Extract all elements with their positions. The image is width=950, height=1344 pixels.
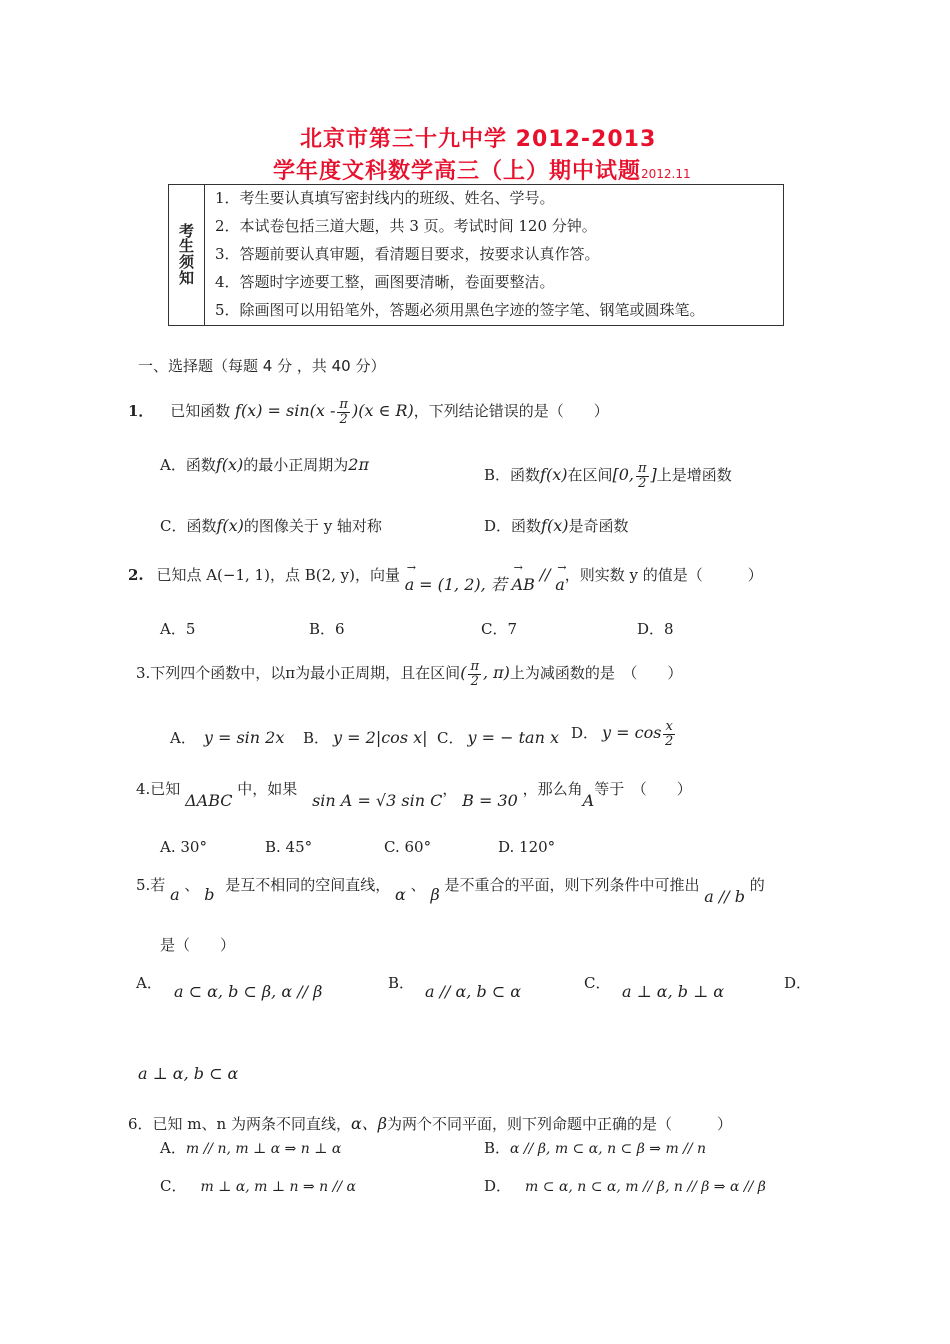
- notice-item: 4．答题时字迹要工整，画图要清晰，卷面要整洁。: [215, 273, 555, 291]
- frac-numerator: π: [470, 659, 479, 674]
- option-label: D．: [571, 724, 599, 743]
- q6-planes: α、β: [350, 1114, 388, 1133]
- option-math: α // β, m ⊂ α, n ⊂ β ⇒ m // n: [510, 1141, 707, 1157]
- option-label: C．函数: [160, 517, 217, 535]
- q4-angle: A: [582, 791, 595, 810]
- q4-option: C. 60°: [384, 838, 432, 856]
- q5-option-math: a ⊂ α, b ⊂ β, α // β: [174, 982, 323, 1001]
- option-math: y = 2|cos x|: [333, 728, 428, 747]
- option-math: y = cos: [602, 723, 662, 743]
- q4-text-b: 中，如果: [237, 780, 298, 798]
- option-math: m // n, m ⊥ α ⇒ n ⊥ α: [185, 1141, 342, 1157]
- q1-formula-a: f(x) = sin(x -: [235, 401, 336, 421]
- q5-sep: 、: [410, 876, 426, 894]
- option-label: A．: [170, 729, 196, 747]
- q3-option-a: [170, 727, 284, 748]
- q5-line-a: a: [170, 885, 180, 904]
- q5-text-d: 的: [749, 876, 765, 894]
- parallel-symbol: //: [539, 565, 551, 584]
- q3-text-a: 3.下列四个函数中，以π为最小正周期，且在区间: [136, 664, 461, 683]
- option-label: A．: [160, 1139, 186, 1157]
- q4-text-d: 等于 （ ）: [594, 780, 692, 798]
- question-number: 1．: [128, 402, 154, 421]
- option-label: D．: [484, 1177, 512, 1195]
- q2-option: D．8: [637, 620, 674, 638]
- question-3-stem: [136, 660, 682, 688]
- q4-eq2: B = 30: [462, 791, 518, 810]
- q5-option-label: A．: [136, 974, 162, 992]
- q1-option-d: [484, 515, 628, 536]
- q5-option-label: D．: [784, 974, 812, 992]
- option-math: y = − tan x: [467, 728, 559, 747]
- q5-option-label: C．: [584, 974, 611, 992]
- q6-option-b: [484, 1137, 706, 1158]
- option-math: f(x): [215, 455, 244, 474]
- q4-option: A. 30°: [160, 838, 207, 856]
- q1-formula-b: )(x ∈ R): [351, 401, 414, 421]
- q5-alpha: α: [395, 885, 406, 904]
- q4-option: D. 120°: [498, 838, 556, 856]
- option-math: f(x): [541, 516, 569, 535]
- q1-text-b: ，下列结论错误的是（ ）: [413, 402, 609, 421]
- notice-item: 5．除画图可以用铅笔外，答题必须用黑色字迹的签字笔、钢笔或圆珠笔。: [215, 301, 705, 319]
- q4-text-c: ，那么角: [522, 780, 583, 798]
- question-1-stem: [128, 398, 609, 426]
- frac-denominator: 2: [664, 733, 674, 749]
- q4-text-a: 4.已知: [136, 780, 181, 798]
- vector-ab: → AB: [512, 575, 535, 594]
- q4-comma: ，: [442, 780, 458, 798]
- q3-math: (: [460, 663, 467, 683]
- q2-text-b: ，则实数 y 的值是（ ）: [564, 566, 763, 584]
- notice-box: [168, 184, 784, 326]
- q6-option-a: [160, 1137, 341, 1158]
- q5-option-math: a ⊥ α, b ⊥ α: [622, 982, 724, 1001]
- notice-item: 2．本试卷包括三道大题，共 3 页。考试时间 120 分钟。: [215, 217, 597, 235]
- option-text: 是奇函数: [568, 517, 629, 535]
- q3-option-b: [303, 727, 428, 748]
- frac-numerator: π: [638, 461, 647, 476]
- option-math: f(x): [216, 516, 244, 535]
- notice-side-label: [169, 185, 205, 325]
- q5-text-b: 是互不相同的空间直线，: [225, 876, 391, 894]
- notice-side-char: 须: [178, 253, 194, 271]
- option-math: m ⊂ α, n ⊂ α, m // β, n // β ⇒ α // β: [525, 1179, 766, 1195]
- title-date: 2012.11: [641, 167, 691, 181]
- option-text: 在区间: [567, 466, 613, 485]
- q5-option-math: a ⊥ α, b ⊂ α: [138, 1064, 239, 1083]
- q3-option-d: [571, 720, 677, 748]
- title-text-1: 北京市第三十九中学 2012-2013: [300, 127, 657, 152]
- q3-text-b: 上为减函数的是 （ ）: [509, 664, 683, 683]
- q5-cond: a // b: [704, 887, 745, 906]
- question-number: 2.: [128, 566, 144, 584]
- q1-option-c: [160, 515, 382, 536]
- frac-denominator: 2: [470, 673, 479, 689]
- page-title-line1: [300, 122, 656, 153]
- q2-option: B．6: [309, 620, 345, 638]
- q6-option-c: [160, 1175, 356, 1196]
- q2-formula: = (1, 2), 若: [419, 575, 507, 594]
- option-text: 的最小正周期为: [243, 456, 349, 474]
- option-label: A．函数: [160, 456, 216, 474]
- option-math: f(x): [540, 465, 568, 485]
- option-math: ]: [650, 465, 657, 485]
- q2-option: C．7: [481, 620, 518, 638]
- notice-side-char: 生: [178, 237, 194, 256]
- page-title-line2: [273, 154, 691, 185]
- option-label: B．函数: [484, 466, 541, 485]
- q6-option-d: [484, 1175, 766, 1196]
- q6-text-a: 6．已知 m、n 为两条不同直线，: [128, 1115, 351, 1133]
- question-5-stem: [136, 874, 765, 906]
- notice-side-char: 考: [178, 221, 194, 240]
- frac-denominator: 2: [339, 411, 348, 427]
- question-4-stem: [136, 778, 692, 810]
- option-math: [0,: [612, 465, 634, 485]
- vector-a: → a: [555, 575, 565, 594]
- frac-numerator: x: [665, 719, 673, 734]
- question-2-stem: [128, 562, 763, 594]
- notice-item: 1．考生要认真填写密封线内的班级、姓名、学号。: [215, 189, 555, 207]
- option-label: B．: [303, 729, 330, 747]
- q2-option: A．5: [160, 620, 196, 638]
- q3-fraction: [468, 660, 481, 688]
- q4-option: B. 45°: [265, 838, 313, 856]
- option-label: C．: [437, 729, 464, 747]
- option-label: C．: [160, 1177, 187, 1195]
- option-label: D．函数: [484, 517, 542, 535]
- title-text-2: 学年度文科数学高三（上）期中试题: [273, 159, 642, 184]
- option-fraction: [663, 720, 674, 748]
- q1-option-b: [484, 462, 732, 490]
- option-math: 2π: [348, 455, 369, 474]
- q5-text-c: 是不重合的平面，则下列条件中可推出: [444, 876, 700, 894]
- q5-option-label: B．: [388, 974, 415, 992]
- option-text: 上是增函数: [656, 466, 732, 485]
- q4-eq1: sin A = √3 sin C: [312, 791, 443, 810]
- q2-text-a: 已知点 A(−1, 1)，点 B(2, y)，向量: [156, 566, 400, 584]
- section-heading: 一、选择题（每题 4 分 ，共 40 分）: [138, 357, 386, 375]
- option-math: m ⊥ α, m ⊥ n ⇒ n // α: [200, 1179, 356, 1195]
- vector-a: → a: [405, 575, 415, 594]
- q1-text-a: 已知函数: [170, 402, 231, 421]
- notice-item: 3．答题前要认真审题，看清题目要求，按要求认真作答。: [215, 245, 600, 263]
- option-text: 的图像关于 y 轴对称: [243, 517, 382, 535]
- option-math: y = sin 2x: [203, 728, 285, 747]
- q3-math: , π): [482, 663, 510, 683]
- frac-numerator: π: [339, 397, 348, 412]
- frac-denominator: 2: [638, 475, 647, 491]
- q5-text-a: 5.若: [136, 876, 166, 894]
- q5-line-b: b: [204, 885, 215, 904]
- q1-fraction: [337, 398, 350, 426]
- option-fraction: [636, 462, 649, 490]
- q5-sep: 、: [184, 876, 200, 894]
- q1-option-a: [160, 454, 369, 475]
- q5-option-math: a // α, b ⊂ α: [425, 982, 522, 1001]
- q3-option-c: [437, 727, 559, 748]
- option-label: B．: [484, 1139, 511, 1157]
- q6-text-b: 为两个不同平面，则下列命题中正确的是（ ）: [387, 1115, 733, 1133]
- question-6-stem: [128, 1111, 732, 1134]
- q4-triangle: ΔABC: [185, 791, 233, 810]
- q5-text-e: 是（ ）: [160, 936, 236, 954]
- q5-beta: β: [430, 885, 440, 904]
- notice-side-char: 知: [178, 268, 194, 287]
